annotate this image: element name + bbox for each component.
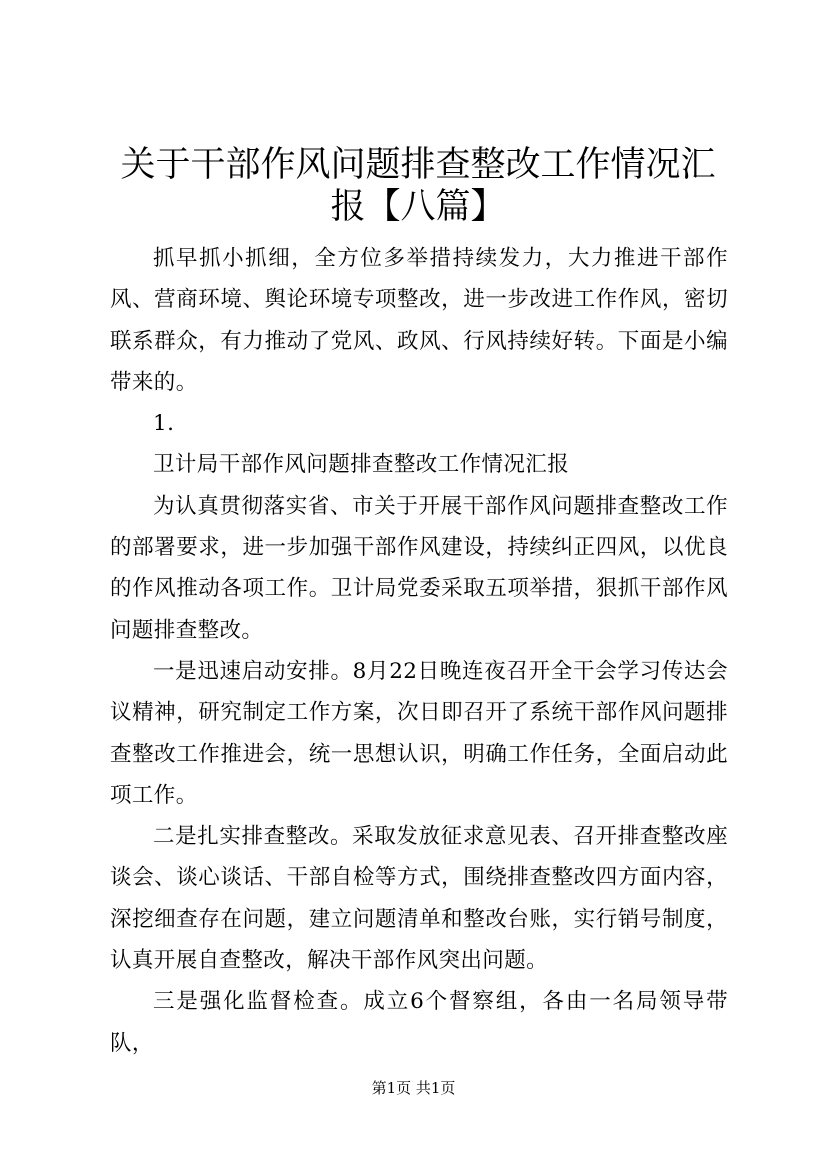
section-number: 1. xyxy=(153,411,175,437)
intro-paragraph: 抓早抓小抓细，全方位多举措持续发力，大力推进干部作风、营商环境、舆论环境专项整改，进一步改进工作作风，密切联系群众，有力推动了党风、政风、行风持续好转。下面是小编带来的。 xyxy=(110,246,728,395)
body-paragraph: 二是扎实排查整改。采取发放征求意见表、召开排查整改座谈会、谈心谈话、干部自检等方式，围绕排查整改四方面内容，深挖细查存在问题，建立问题清单和整改台账，实行销号制度，认真开展自查整改，解决干部作风突出问题。 xyxy=(110,824,728,974)
body-paragraph: 三是强化监督检查。成立6个督察组，各由一名局领导带队， xyxy=(110,989,728,1056)
section-heading: 卫计局干部作风问题排查整改工作情况汇报 xyxy=(153,452,570,478)
document-title: 关于干部作风问题排查整改工作情况汇报【八篇】 xyxy=(120,145,716,227)
body-paragraph: 一是迅速启动安排。8月22日晚连夜召开全干会学习传达会议精神，研究制定工作方案，次日即召开了系统干部作风问题排查整改工作推进会，统一思想认识，明确工作任务，全面启动此项工作。 xyxy=(110,658,728,808)
body-paragraph: 为认真贯彻落实省、市关于开展干部作风问题排查整改工作的部署要求，进一步加强干部作风建设，持续纠正四风，以优良的作风推动各项工作。卫计局党委采取五项举措，狠抓干部作风问题排查整改。 xyxy=(110,493,728,643)
page-footer: 第1页 共1页 xyxy=(371,1079,456,1097)
document-body xyxy=(110,238,728,1064)
